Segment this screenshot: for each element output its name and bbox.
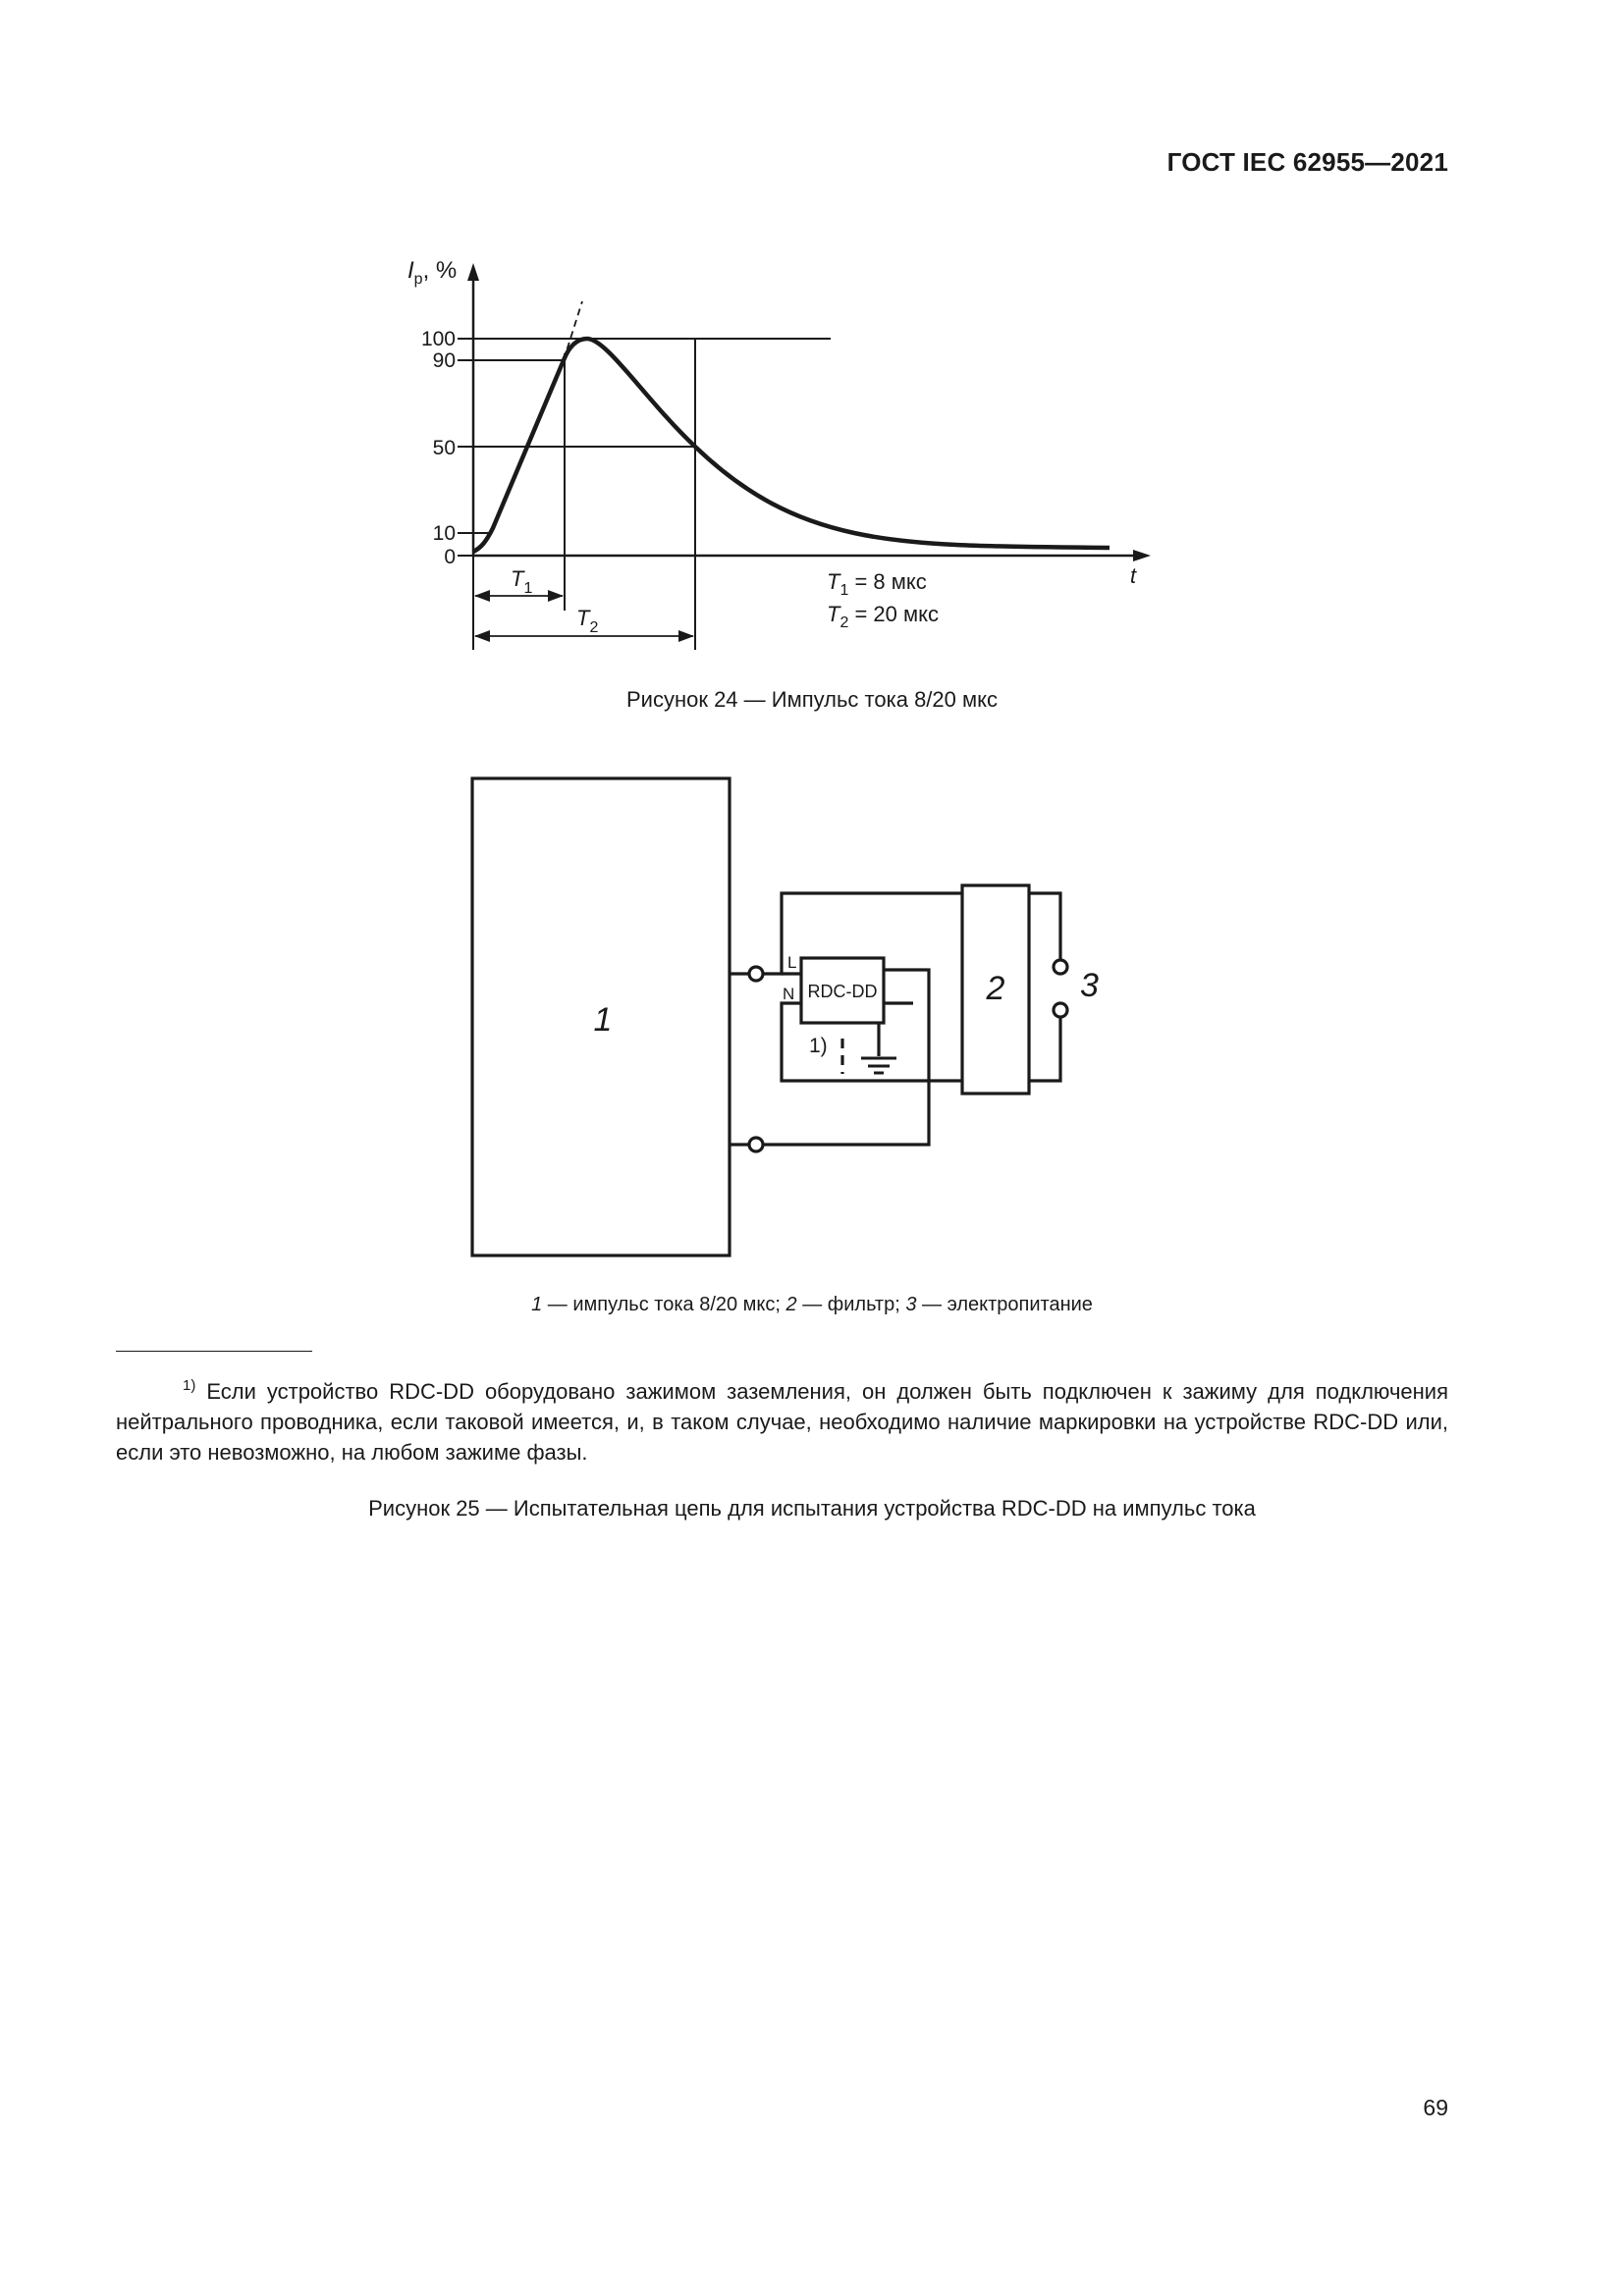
t2-label: $T_2$ (576, 606, 599, 636)
terminal-n-label: N (783, 985, 795, 1003)
footnote (116, 1370, 1448, 1468)
footnote-marker: 1) (183, 1377, 196, 1394)
footnote-ref: 1) (809, 1035, 828, 1057)
block-2-label: 2 (986, 970, 1005, 1007)
footnote-divider (116, 1351, 312, 1352)
supply-wire-bottom (1029, 1017, 1060, 1081)
terminal-top (749, 967, 763, 981)
ground-icon (861, 1058, 896, 1073)
figure-24-impulse-chart (0, 0, 1624, 687)
tick-label-50: 50 (432, 437, 456, 459)
supply-wire-top (1029, 893, 1060, 960)
block-3-label: 3 (1080, 967, 1099, 1004)
rdc-dd-label: RDC-DD (807, 982, 878, 1001)
tick-label-10: 10 (432, 522, 456, 545)
footnote-text: Если устройство RDC-DD оборудовано зажимом заземления, он должен быть подключен к зажиму для подключения нейтрального проводника, если таковой имеется, и, в таком случае, необходимо наличие маркировки на устройстве RDC-DD или, если это невозможно, на любом зажиме фазы. (116, 1379, 1448, 1465)
x-axis-label: t (1130, 563, 1137, 588)
supply-terminal-bottom (1054, 1003, 1067, 1017)
supply-terminal-top (1054, 960, 1067, 974)
y-axis-title: $I_p$, % (407, 257, 458, 288)
t1-label: $T_1$ (511, 566, 533, 597)
tick-label-0: 0 (444, 546, 456, 568)
terminal-l-label: L (787, 953, 797, 972)
impulse-curve (473, 339, 1110, 552)
tick-label-100: 100 (420, 328, 456, 350)
t1-value: $T_1 = 8$ мкс (827, 569, 927, 599)
figure-25-caption: Рисунок 25 — Испытательная цепь для испытания устройства RDC-DD на импульс тока (368, 1496, 1256, 1521)
figure-25-test-circuit (0, 746, 1624, 1276)
y-axis-arrow (467, 263, 479, 281)
figure-24-caption: Рисунок 24 — Импульс тока 8/20 мкс (625, 687, 998, 712)
tick-label-90: 90 (432, 349, 456, 372)
t2-value: $T_2 = 20$ мкс (827, 602, 940, 631)
block-1-label: 1 (593, 1001, 613, 1039)
terminal-bottom (749, 1138, 763, 1151)
page-number: 69 (1423, 2095, 1448, 2120)
x-axis-arrow (1133, 550, 1151, 561)
figure-25-legend: 1 — импульс тока 8/20 мкс; 2 — фильтр; 3 — электропитание (531, 1294, 1093, 1315)
document-header: ГОСТ IEC 62955—2021 (1166, 147, 1448, 177)
